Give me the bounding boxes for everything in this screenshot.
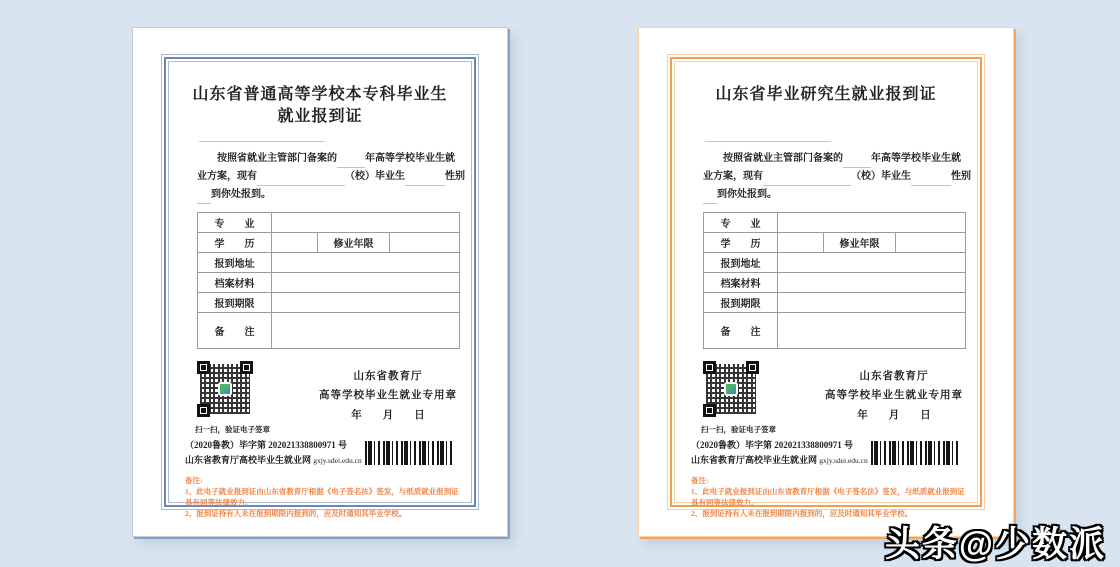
certificate-frame-mid (164, 57, 476, 518)
notes-line-3: 2、报到证持有人未在报到期限内报到的，应及时通知其毕业学校。 (185, 509, 407, 518)
year-blank (337, 156, 365, 168)
certificate-number-row (691, 438, 961, 468)
barcode (871, 441, 961, 465)
info-table (703, 212, 966, 349)
certificate-frame (667, 54, 985, 518)
seal-row (195, 361, 457, 435)
certificate-graduate (638, 27, 1014, 537)
certificate-number: （2020鲁教）毕字第 202021338800971 号 (691, 440, 854, 450)
body-line-1 (703, 150, 963, 168)
study-years-label: 修业年限 (824, 233, 896, 253)
gender-blank (703, 192, 717, 204)
study-years-label: 修业年限 (318, 233, 390, 253)
remarks-value-cell (272, 313, 460, 349)
certificate-frame-mid (670, 57, 982, 518)
qr-finder-icon (703, 361, 716, 374)
remarks-label: 备 注 (704, 313, 778, 349)
table-row-deadline (198, 293, 460, 313)
body-text: 年高等学校毕业生就 (365, 153, 455, 164)
deadline-label: 报到期限 (198, 293, 272, 313)
name-blank (405, 174, 445, 186)
body-line-1 (197, 150, 457, 168)
website-line (691, 453, 868, 468)
qr-finder-icon (703, 404, 716, 417)
table-row-major (198, 213, 460, 233)
certificate-number: （2020鲁教）毕字第 202021338800971 号 (185, 440, 348, 450)
body-line-2 (703, 168, 971, 186)
degree-value-cell (272, 233, 318, 253)
title-line-2: 就业报到证 (277, 108, 363, 125)
qr-code (703, 361, 759, 417)
table-row-degree (704, 233, 966, 253)
body-text: 业方案，现有 (197, 171, 257, 182)
degree-label: 学 历 (704, 233, 778, 253)
major-label: 专 业 (198, 213, 272, 233)
archive-value-cell (778, 273, 966, 293)
notes-heading: 备注: (691, 476, 709, 485)
body-text: 按照省就业主管部门备案的 (723, 153, 843, 164)
study-years-value-cell (390, 233, 460, 253)
table-row-remarks (704, 313, 966, 349)
qr-caption: 扫一扫，验证电子签章 (701, 425, 776, 434)
notes-line-2: 具有同等法律效力。 (185, 498, 253, 507)
table-row-deadline (704, 293, 966, 313)
notes-heading: 备注: (185, 476, 203, 485)
year-blank (843, 156, 871, 168)
body-text: （校）毕业生 (851, 171, 911, 182)
notes-line-1: 1、此电子就业报到证由山东省教育厅根据《电子签名法》签发，与纸质就业报到证 (185, 487, 459, 496)
certificate-frame-inner (168, 61, 472, 518)
body-text: 性别 (445, 171, 465, 182)
table-row-archive (704, 273, 966, 293)
stamp-title: 高等学校毕业生就业专用章 (825, 390, 963, 401)
issuer-name: 山东省教育厅 (353, 371, 423, 382)
info-table (197, 212, 460, 349)
certificate-number-block (185, 438, 362, 468)
body-text: 到你处报到。 (211, 189, 271, 200)
degree-label: 学 历 (198, 233, 272, 253)
stamp-title: 高等学校毕业生就业专用章 (319, 390, 457, 401)
issuer-stamp-text (285, 361, 457, 435)
remarks-label: 备 注 (198, 313, 272, 349)
study-years-value-cell (896, 233, 966, 253)
certificate-number-block (691, 438, 868, 468)
qr-finder-icon (746, 361, 759, 374)
certificate-title (169, 62, 471, 132)
table-row-major (704, 213, 966, 233)
body-text: （校）毕业生 (345, 171, 405, 182)
certificate-body-text (197, 150, 465, 204)
qr-section (701, 361, 791, 435)
qr-center-logo-icon (218, 382, 232, 396)
issuer-name: 山东省教育厅 (859, 371, 929, 382)
stamp-date: 年 月 日 (351, 410, 425, 421)
issuer-stamp-text (791, 361, 963, 435)
title-line-1: 山东省普通高等学校本专科毕业生 (192, 86, 448, 103)
seal-row (701, 361, 963, 435)
notes-line-1: 1、此电子就业报到证由山东省教育厅根据《电子签名法》签发，与纸质就业报到证 (691, 487, 965, 496)
notes-line-2: 具有同等法律效力。 (691, 498, 759, 507)
qr-finder-icon (197, 361, 210, 374)
title-line-1: 山东省毕业研究生就业报到证 (715, 86, 937, 103)
body-text: 到你处报到。 (717, 189, 777, 200)
addressee-blank-line (705, 140, 831, 142)
body-line-2 (197, 168, 465, 186)
report-address-value-cell (778, 253, 966, 273)
certificate-frame (161, 54, 479, 518)
archive-label: 档案材料 (198, 273, 272, 293)
website-url: gxjy.sdei.edu.cn (313, 456, 362, 465)
archive-label: 档案材料 (704, 273, 778, 293)
body-line-3 (197, 186, 457, 204)
certificate-body-text (703, 150, 971, 204)
notes (691, 475, 971, 519)
website-url: gxjy.sdei.edu.cn (819, 456, 868, 465)
notes-line-3: 2、报到证持有人未在报到期限内报到的，应及时通知其毕业学校。 (691, 509, 913, 518)
remarks-value-cell (778, 313, 966, 349)
body-text: 按照省就业主管部门备案的 (217, 153, 337, 164)
qr-center-logo-icon (724, 382, 738, 396)
table-row-address (198, 253, 460, 273)
table-row-archive (198, 273, 460, 293)
certificate-number-row (185, 438, 455, 468)
qr-caption: 扫一扫，验证电子签章 (195, 425, 270, 434)
qr-finder-icon (240, 361, 253, 374)
major-label: 专 业 (704, 213, 778, 233)
report-address-value-cell (272, 253, 460, 273)
school-blank (763, 174, 851, 186)
website-name: 山东省教育厅高校毕业生就业网 (691, 455, 818, 465)
table-row-degree (198, 233, 460, 253)
archive-value-cell (272, 273, 460, 293)
deadline-value-cell (778, 293, 966, 313)
name-blank (911, 174, 951, 186)
qr-section (195, 361, 285, 435)
body-line-3 (703, 186, 963, 204)
certificate-undergraduate (132, 27, 508, 537)
deadline-value-cell (272, 293, 460, 313)
body-text: 性别 (951, 171, 971, 182)
degree-value-cell (778, 233, 824, 253)
report-address-label: 报到地址 (704, 253, 778, 273)
gender-blank (197, 192, 211, 204)
body-text: 年高等学校毕业生就 (871, 153, 961, 164)
report-address-label: 报到地址 (198, 253, 272, 273)
certificate-frame-inner (674, 61, 978, 518)
table-row-address (704, 253, 966, 273)
notes (185, 475, 465, 519)
barcode (365, 441, 455, 465)
watermark-text: 头条@少数派 (884, 525, 1106, 564)
major-value-cell (778, 213, 966, 233)
school-blank (257, 174, 345, 186)
website-line (185, 453, 362, 468)
addressee-blank-line (199, 140, 325, 142)
website-name: 山东省教育厅高校毕业生就业网 (185, 455, 312, 465)
qr-code (197, 361, 253, 417)
qr-finder-icon (197, 404, 210, 417)
major-value-cell (272, 213, 460, 233)
table-row-remarks (198, 313, 460, 349)
certificate-title (675, 62, 977, 132)
deadline-label: 报到期限 (704, 293, 778, 313)
stamp-date: 年 月 日 (857, 410, 931, 421)
body-text: 业方案，现有 (703, 171, 763, 182)
